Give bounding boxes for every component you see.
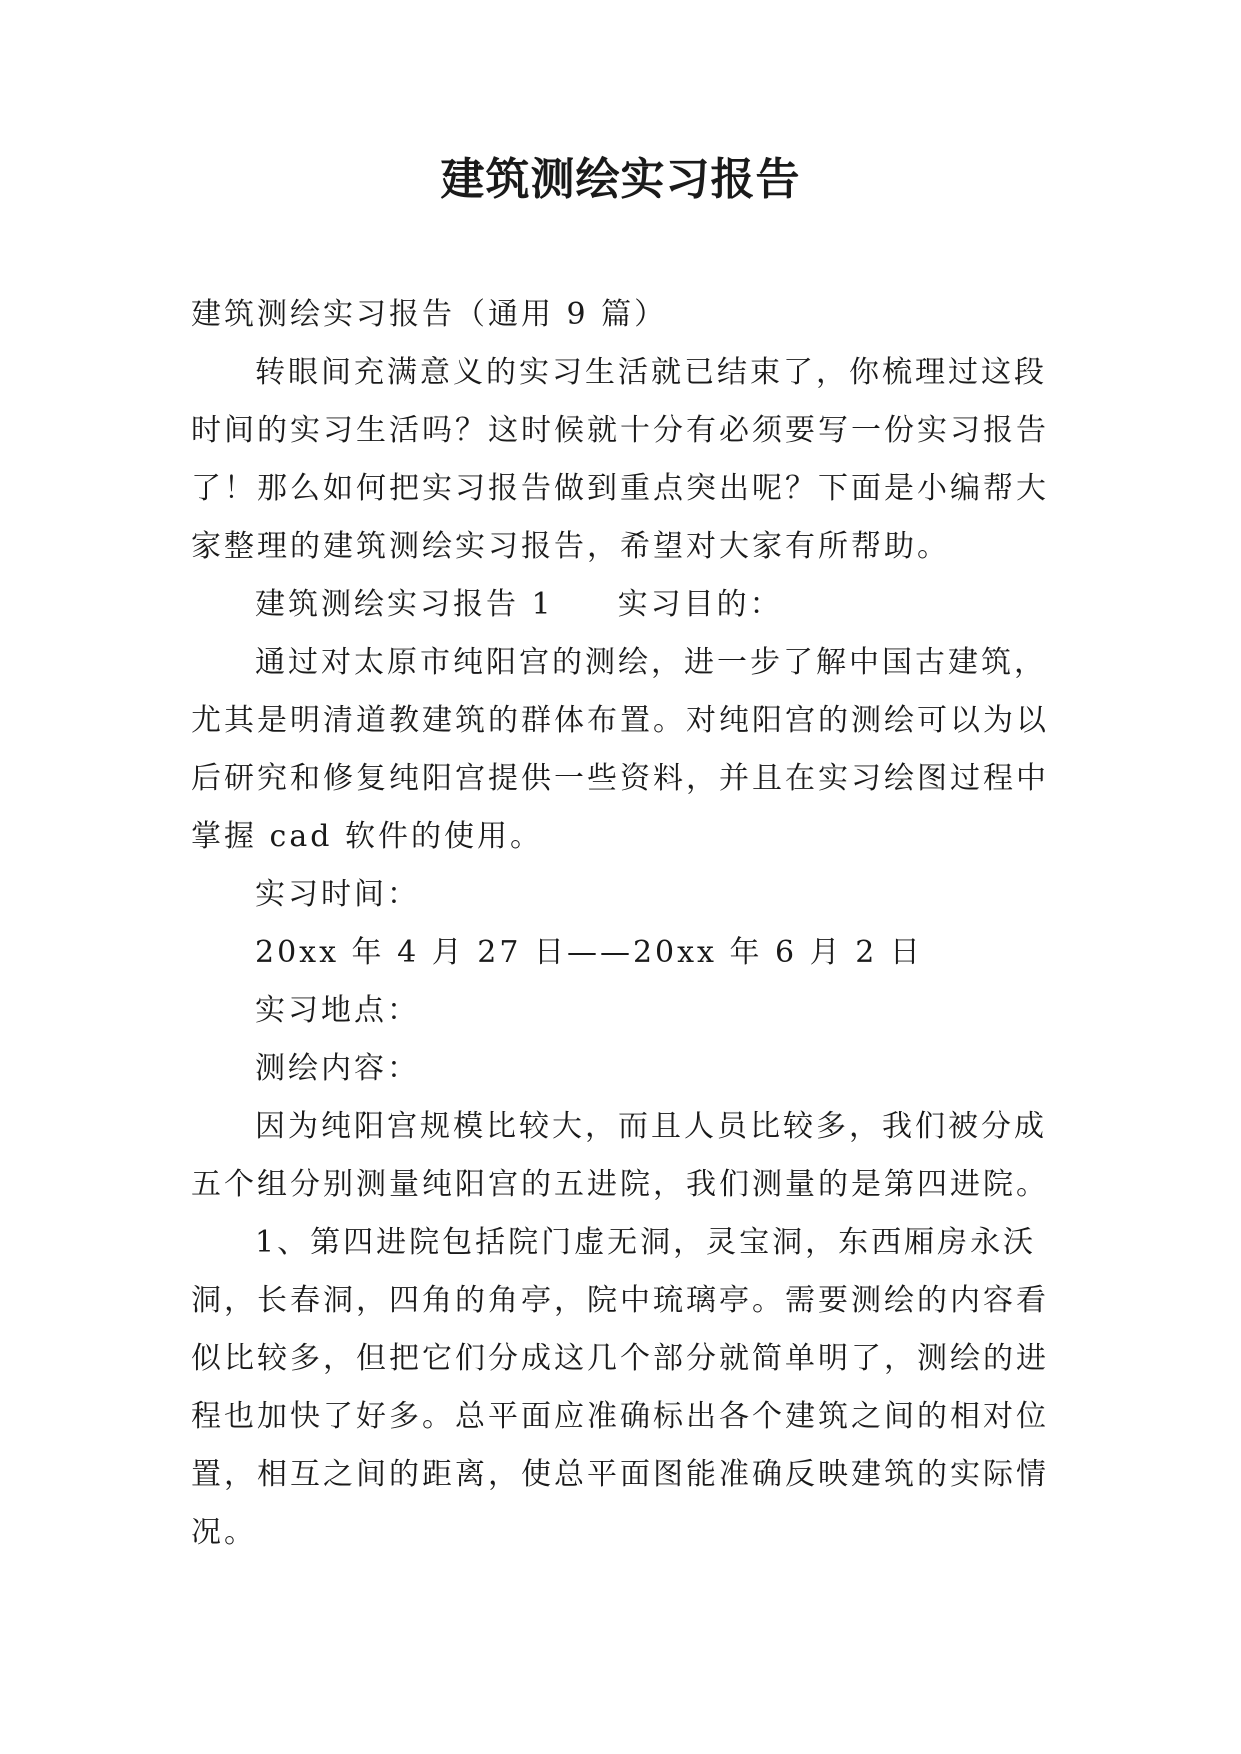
time-label: 实习时间： xyxy=(255,877,420,912)
content-label: 测绘内容： xyxy=(255,1051,420,1086)
content-paragraph-1: 因为纯阳宫规模比较大，而且人员比较多，我们被分成五个组分别测量纯阳宫的五进院，我们测量的是第四进院。 xyxy=(191,1109,1049,1202)
document-subtitle: 建筑测绘实习报告（通用 9 篇） xyxy=(191,297,668,332)
location-label: 实习地点： xyxy=(255,993,420,1028)
report-1-line xyxy=(191,576,1061,634)
intro-paragraph: 转眼间充满意义的实习生活就已结束了，你梳理过这段时间的实习生活吗？这时候就十分有必须要写一份实习报告了！那么如何把实习报告做到重点突出呢？下面是小编帮大家整理的建筑测绘实习报告，希望对大家有所帮助。 xyxy=(191,355,1049,564)
purpose-label: 实习目的： xyxy=(617,587,783,622)
document-body xyxy=(191,286,1061,1562)
content-paragraph-2: 1、第四进院包括院门虚无洞，灵宝洞，东西厢房永沃洞，长春洞，四角的角亭，院中琉璃亭。需要测绘的内容看似比较多，但把它们分成这几个部分就简单明了，测绘的进程也加快了好多。总平面应准确标出各个建筑之间的相对位置，相互之间的距离，使总平面图能准确反映建筑的实际情况。 xyxy=(191,1225,1049,1550)
document-title: 建筑测绘实习报告 xyxy=(440,154,801,205)
purpose-paragraph: 通过对太原市纯阳宫的测绘，进一步了解中国古建筑，尤其是明清道教建筑的群体布置。对纯阳宫的测绘可以为以后研究和修复纯阳宫提供一些资料，并且在实习绘图过程中掌握 cad 软件的使用。 xyxy=(191,645,1049,854)
report-1-heading: 建筑测绘实习报告 1 xyxy=(255,587,554,622)
time-value: 20xx 年 4 月 27 日——20xx 年 6 月 2 日 xyxy=(255,935,923,970)
